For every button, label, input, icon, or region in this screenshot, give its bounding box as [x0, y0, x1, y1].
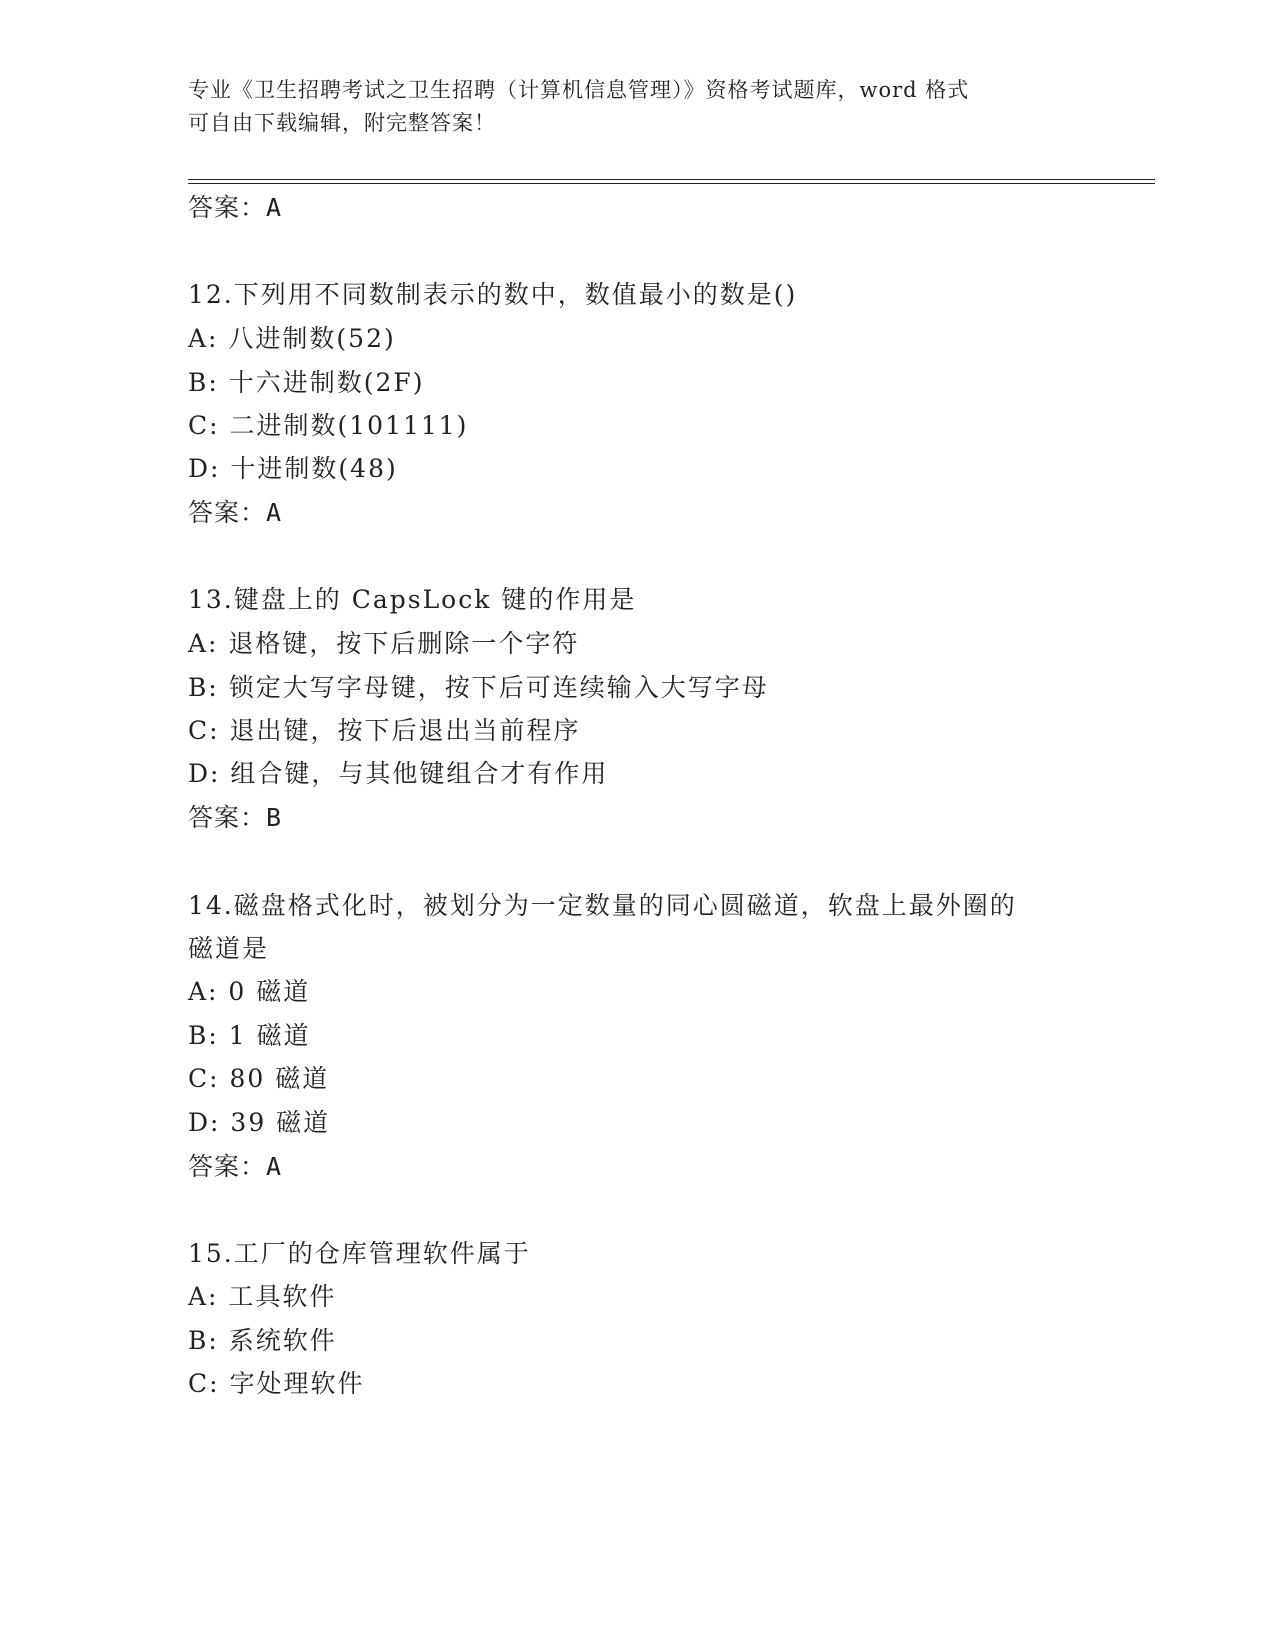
option-line: C: 字处理软件 [188, 1369, 365, 1398]
option-line: A: 八进制数(52) [188, 324, 396, 353]
question-12: 12.下列用不同数制表示的数中，数值最小的数是() [188, 280, 798, 309]
option-line: C: 80 磁道 [188, 1064, 330, 1093]
option-line: B: 系统软件 [188, 1326, 337, 1355]
question-13: 13.键盘上的 CapsLock 键的作用是 [188, 585, 637, 614]
header-rule-bottom [188, 183, 1155, 184]
answer-line: 答案：A [188, 498, 283, 527]
header-line-1: 专业《卫生招聘考试之卫生招聘（计算机信息管理）》资格考试题库，word 格式 [188, 78, 970, 102]
question-15: 15.工厂的仓库管理软件属于 [188, 1239, 531, 1268]
option-line: A: 退格键，按下后删除一个字符 [188, 629, 580, 658]
option-line: C: 退出键，按下后退出当前程序 [188, 716, 581, 745]
option-line: C: 二进制数(101111) [188, 411, 469, 440]
option-line: D: 39 磁道 [188, 1108, 331, 1137]
question-14: 14.磁盘格式化时，被划分为一定数量的同心圆磁道，软盘上最外圈的 [188, 891, 1017, 920]
option-line: A: 0 磁道 [188, 977, 311, 1006]
header-rule-top [188, 179, 1155, 180]
answer-line: 答案：A [188, 1152, 283, 1181]
answer-line: 答案：B [188, 803, 283, 832]
option-line: D: 组合键，与其他键组合才有作用 [188, 759, 609, 788]
option-line: A: 工具软件 [188, 1282, 337, 1311]
question-14-continued: 磁道是 [188, 934, 270, 963]
answer-line: 答案：A [188, 193, 283, 222]
header-line-2: 可自由下载编辑，附完整答案！ [188, 111, 496, 135]
document-header [188, 74, 1068, 140]
option-line: B: 锁定大写字母键，按下后可连续输入大写字母 [188, 673, 769, 702]
option-line: B: 十六进制数(2F) [188, 368, 425, 397]
option-line: D: 十进制数(48) [188, 454, 398, 483]
option-line: B: 1 磁道 [188, 1021, 311, 1050]
